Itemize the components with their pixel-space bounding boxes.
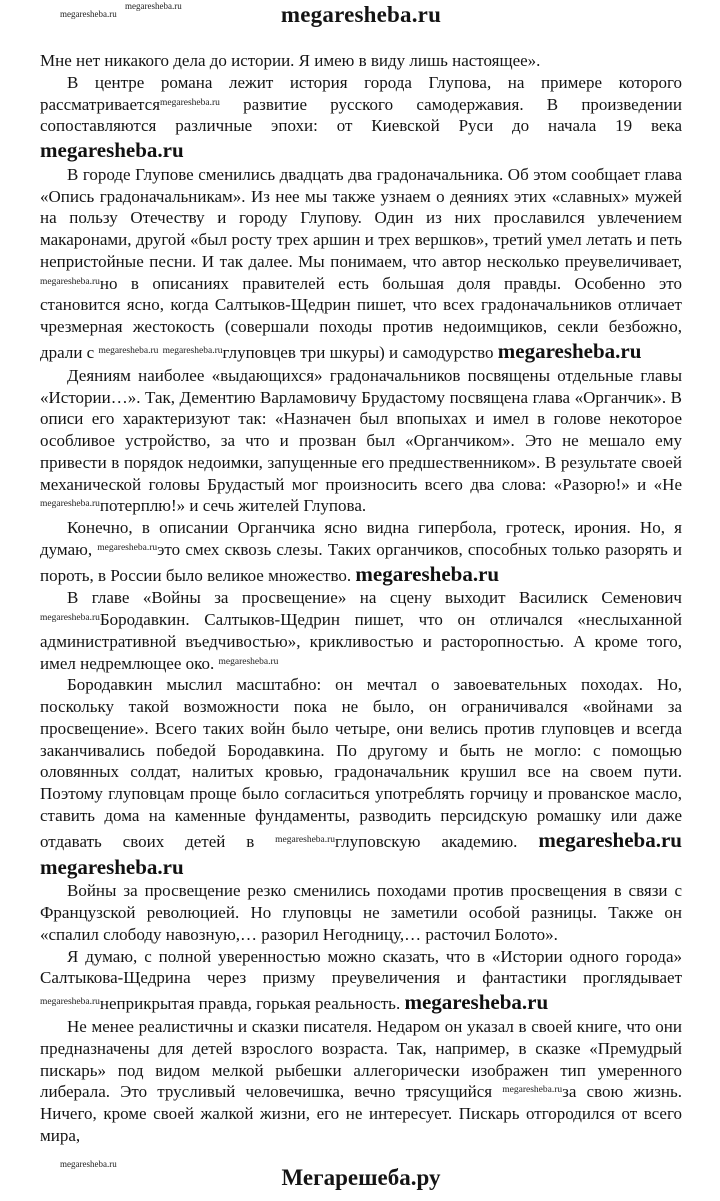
watermark-large: megaresheba.ru bbox=[40, 138, 184, 162]
paragraph-text: Конечно, в описании Органчика ясно видна гипербола, гротеск, ирония. Но, я думаю, bbox=[40, 518, 682, 559]
paragraph bbox=[40, 72, 682, 164]
paragraph bbox=[40, 365, 682, 517]
watermark-small: megaresheba.ru bbox=[40, 997, 100, 1008]
paragraph bbox=[40, 50, 682, 72]
paragraph-text: но в описаниях правителей есть большая доля правды. Особенно это становится ясно, когда Салтыков-Щедрин пишет, что всех градоначальников отличает чрезмерная жестокость (совершали походы против недоимщиков, секли безбожно, драли с bbox=[40, 273, 682, 362]
watermark-small: megaresheba.ru bbox=[40, 276, 100, 287]
paragraph-text: за свою жизнь. Ничего, кроме своей жалкой жизни, его не интересует. Пискарь отгородился от всего мира, bbox=[40, 1082, 683, 1145]
watermark-small: megaresheba.ru bbox=[40, 499, 100, 510]
paragraph-text: Не менее реалистичны и сказки писателя. Недаром он указал в своей книге, что они предназначены для детей взрослого возраста. Так, например, в сказке «Премудрый пискарь» под видом мелкой рыбешки аллегорически изображен тип умеренного либерала. Это трусливый человечишка, вечно трясущийся bbox=[40, 1017, 682, 1102]
site-title-footer: Мегарешеба.ру bbox=[281, 1164, 441, 1190]
paragraph-text: Войны за просвещение резко сменились походами против просвещения в связи с Французской революцией. Но глуповцы не заметили особой разницы. Также он «спалил слободу навозную,… разорил Негодницу,… расточил Болото». bbox=[40, 881, 682, 944]
watermark-small: megaresheba.ru bbox=[160, 97, 220, 108]
paragraph-text: это смех сквозь слезы. Таких органчиков, способных только разорять и пороть, в России было великое множество. bbox=[40, 539, 683, 585]
paragraph-text: развитие русского самодержавия. В произведении сопоставляются различные эпохи: от Киевской Руси до начала 19 века bbox=[40, 94, 682, 136]
watermark-large: megaresheba.ru bbox=[404, 990, 549, 1015]
document-body bbox=[40, 50, 682, 1147]
paragraph bbox=[40, 587, 682, 674]
watermark-small: megaresheba.ru bbox=[97, 542, 158, 553]
watermark-small: megaresheba.ru bbox=[275, 834, 336, 845]
watermark-small: megaresheba.ru bbox=[125, 1, 182, 11]
paragraph-text: В центре романа лежит история города Глупова, на примере которого рассматривается bbox=[40, 72, 682, 114]
watermark-small: megaresheba.ru bbox=[60, 1158, 117, 1169]
watermark-large: megaresheba.ru bbox=[355, 561, 500, 586]
site-title-watermark: megaresheba.ru bbox=[280, 2, 442, 27]
watermark-small: megaresheba.ru bbox=[60, 9, 117, 19]
paragraph-text: Мне нет никакого дела до истории. Я имею в виду лишь настоящее». bbox=[40, 51, 541, 70]
paragraph-text: В городе Глупове сменились двадцать два градоначальника. Об этом сообщает глава «Опись градоначальникам». Из нее мы также узнаем о деяниях этих «славных» мужей на пользу Отечеству и городу Глупову. Один из них прославился увлечением макаронами, другой «был росту трех аршин и трех вершков», третий умел летать и петь непристойные песни. И так далее. Мы понимаем, что автор несколько преувеличивает, bbox=[40, 164, 682, 271]
paragraph bbox=[40, 880, 682, 945]
paragraph-text: неприкрытая правда, горькая реальность. bbox=[99, 994, 405, 1014]
paragraph-text: потерплю!» и сечь жителей Глупова. bbox=[99, 496, 367, 516]
paragraph-text: Бородавкин мыслил масштабно: он мечтал о завоевательных походах. Но, поскольку такой возможности пока не было, он ограничивался «войнами за просвещение». Всего таких войн было четыре, они велись против глуповцев и всегда заканчивались победой Бородавкина. По другому и быть не могло: с помощью оловянных солдат, налитых кровью, градоначальник крушил все на своем пути. Поэтому глуповцам проще было согласиться употреблять горчицу и прованское масло, ставить дома на каменные фундаменты, разводить персидскую ромашку или даже отдавать своих детей в bbox=[40, 675, 682, 851]
watermark-small: megaresheba.ru bbox=[98, 345, 159, 356]
paragraph bbox=[40, 517, 682, 587]
page-footer bbox=[40, 1157, 682, 1201]
watermark-small: megaresheba.ru bbox=[502, 1085, 563, 1096]
paragraph-text: Бородавкин. Салтыков-Щедрин пишет, что он отличался «неслыханной административной въедчивостью», крикливостью и расторопностью. А кроме того, имел недремлющее око. bbox=[40, 610, 682, 673]
paragraph bbox=[40, 674, 682, 880]
paragraph-text: глуповцев три шкуры) и самодурство bbox=[222, 342, 498, 362]
paragraph bbox=[40, 1016, 682, 1147]
watermark-small: megaresheba.ru bbox=[40, 613, 100, 624]
paragraph bbox=[40, 164, 682, 365]
paragraph bbox=[40, 946, 682, 1016]
watermark-large: megaresheba.ru bbox=[40, 854, 184, 879]
watermark-large: megaresheba.ru bbox=[538, 827, 682, 852]
page-header bbox=[40, 0, 682, 50]
watermark-large: megaresheba.ru bbox=[497, 338, 642, 363]
paragraph-text: Я думаю, с полной уверенностью можно сказать, что в «Истории одного города» Салтыкова-Щедрина через призму преувеличения и фантастики проглядывает bbox=[40, 946, 682, 988]
paragraph-text: глуповскую академию. bbox=[335, 831, 539, 851]
paragraph-text: Деяниям наиболее «выдающихся» градоначальников посвящены отдельные главы «Истории…». Так, Дементию Варламовичу Брудастому посвящена глава «Органчик». В описи его характеризуют так: «Назначен был впопыхах и имел в голове некоторое особливое устройство, за что и прозван был «Органчиком». Это не мешало ему привести в порядок недоимки, запущенные его предшественником». В результате своей механической головы Брудастый мог произносить всего два слова: «Разорю!» и «Не bbox=[40, 365, 682, 494]
watermark-small: megaresheba.ru bbox=[218, 656, 279, 667]
paragraph-text: В главе «Войны за просвещение» на сцену выходит Василиск Семенович bbox=[67, 588, 682, 608]
watermark-small: megaresheba.ru bbox=[162, 345, 223, 356]
